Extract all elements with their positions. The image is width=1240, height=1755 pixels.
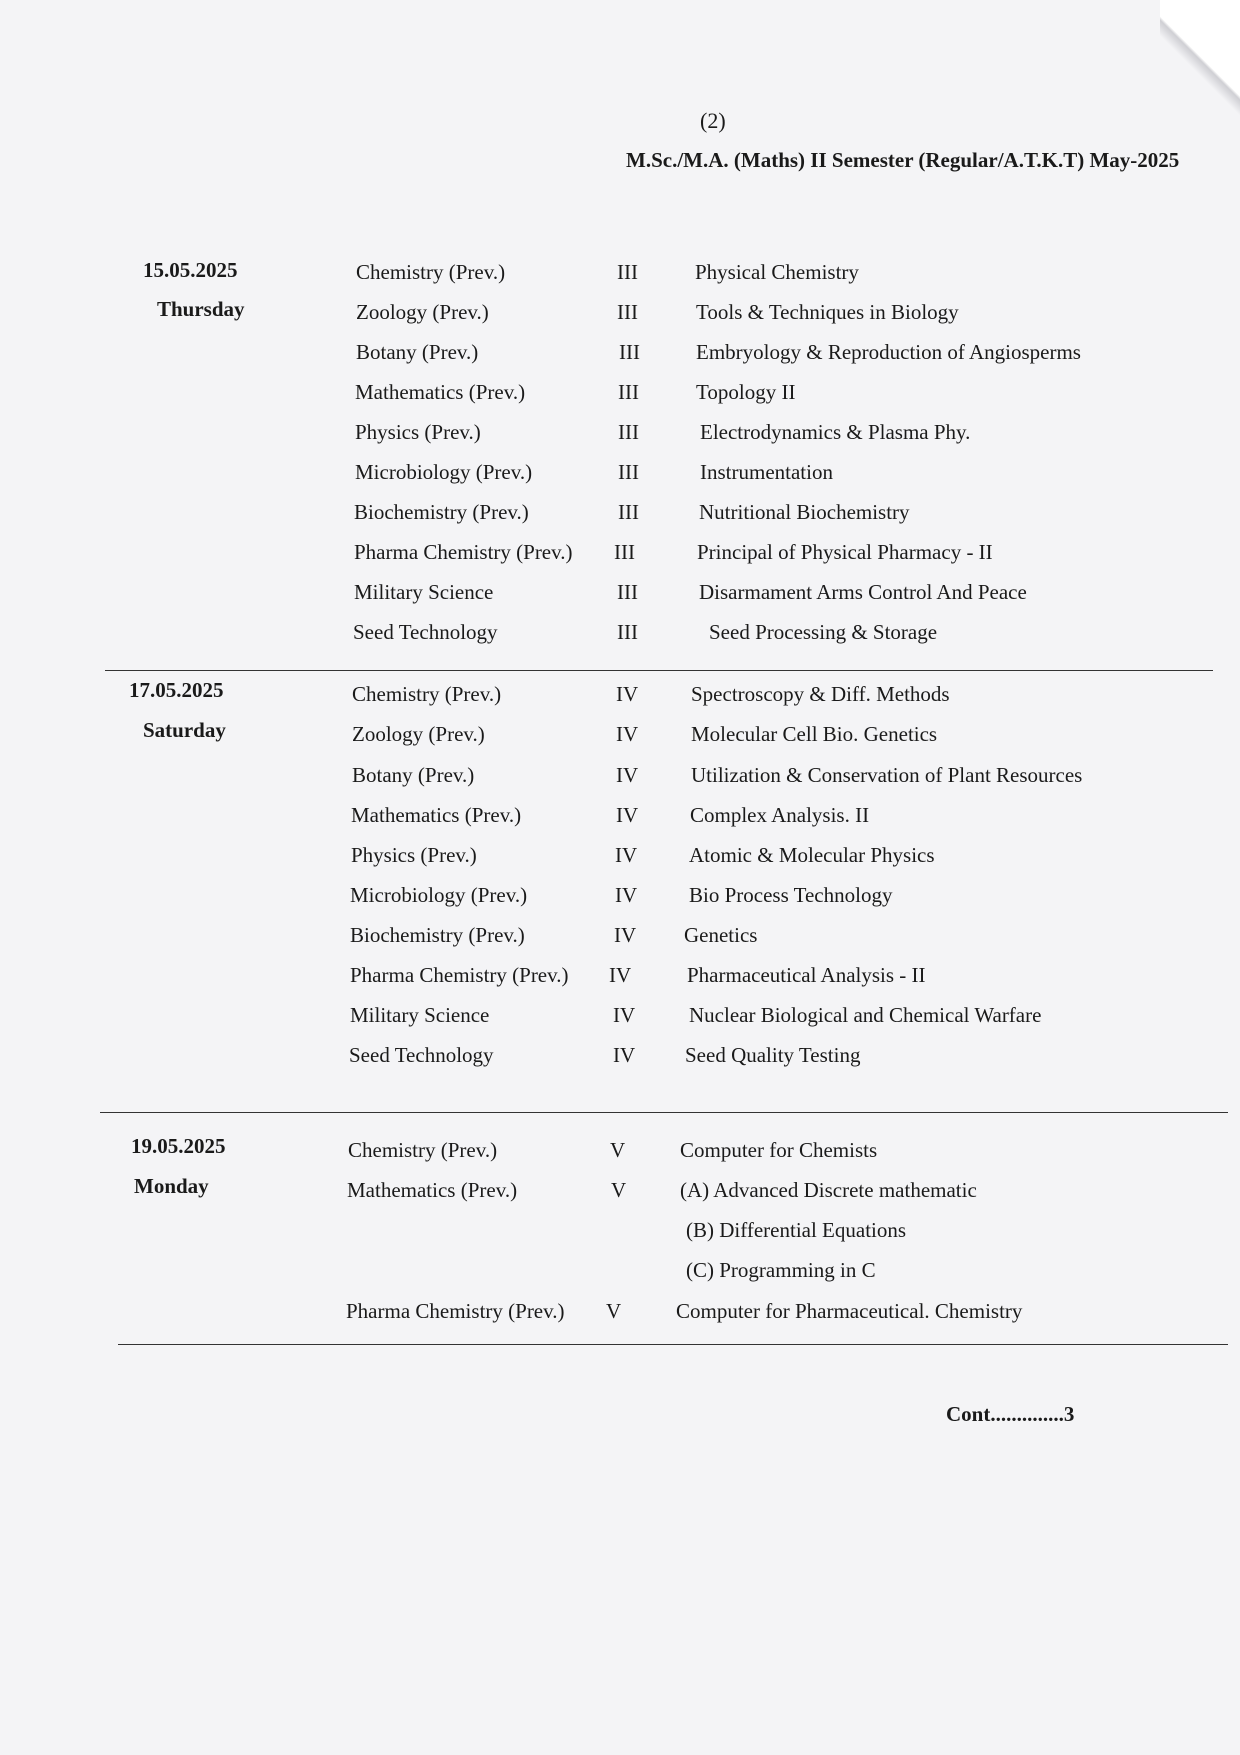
subject: Military Science xyxy=(354,580,494,604)
table-row xyxy=(0,540,1240,576)
exam-day: Saturday xyxy=(143,718,226,742)
table-row xyxy=(0,803,1240,839)
table-row xyxy=(0,1043,1240,1079)
paper-number: III xyxy=(617,620,638,644)
paper-title: (A) Advanced Discrete mathematic xyxy=(680,1178,977,1202)
paper-title: Computer for Pharmaceutical. Chemistry xyxy=(676,1299,1023,1323)
paper-number: V xyxy=(611,1178,627,1202)
paper-number: IV xyxy=(609,963,632,987)
subject: Physics (Prev.) xyxy=(355,420,481,444)
exam-day: Thursday xyxy=(157,297,245,321)
subject: Biochemistry (Prev.) xyxy=(350,923,525,947)
subject: Biochemistry (Prev.) xyxy=(354,500,529,524)
subject: Pharma Chemistry (Prev.) xyxy=(354,540,573,564)
table-row xyxy=(0,340,1240,376)
paper-number: III xyxy=(618,380,639,404)
paper-title: Bio Process Technology xyxy=(689,883,893,907)
subject: Botany (Prev.) xyxy=(356,340,479,364)
exam-date: 15.05.2025 xyxy=(143,258,238,282)
paper-number: IV xyxy=(614,923,637,947)
table-row xyxy=(0,620,1240,656)
paper-number: IV xyxy=(613,1043,636,1067)
exam-date: 17.05.2025 xyxy=(129,678,224,702)
table-row xyxy=(0,1218,1240,1254)
paper-title: Computer for Chemists xyxy=(680,1138,878,1162)
subject: Mathematics (Prev.) xyxy=(347,1178,518,1202)
subject: Seed Technology xyxy=(353,620,498,644)
table-row xyxy=(0,1003,1240,1039)
paper-number: V xyxy=(610,1138,626,1162)
table-row xyxy=(0,580,1240,616)
paper-number: IV xyxy=(615,883,638,907)
paper-title: (B) Differential Equations xyxy=(686,1218,907,1242)
subject: Seed Technology xyxy=(349,1043,494,1067)
paper-title: Physical Chemistry xyxy=(695,260,859,284)
subject: Microbiology (Prev.) xyxy=(350,883,528,907)
paper-number: III xyxy=(618,500,639,524)
subject: Microbiology (Prev.) xyxy=(355,460,533,484)
paper-title: Spectroscopy & Diff. Methods xyxy=(691,682,950,706)
paper-number: III xyxy=(617,580,638,604)
paper-number: III xyxy=(614,540,635,564)
table-row xyxy=(0,923,1240,959)
subject: Botany (Prev.) xyxy=(352,763,475,787)
paper-number: III xyxy=(617,300,638,324)
table-row xyxy=(0,460,1240,496)
paper-title: Instrumentation xyxy=(700,460,833,484)
table-row xyxy=(0,763,1240,799)
paper-number: IV xyxy=(613,1003,636,1027)
folded-corner xyxy=(1160,0,1240,120)
table-row xyxy=(0,500,1240,536)
exam-day: Monday xyxy=(134,1174,209,1198)
paper-title: Disarmament Arms Control And Peace xyxy=(699,580,1027,604)
subject: Pharma Chemistry (Prev.) xyxy=(350,963,569,987)
table-row xyxy=(0,883,1240,919)
subject: Chemistry (Prev.) xyxy=(352,682,502,706)
exam-date: 19.05.2025 xyxy=(131,1134,226,1158)
subject: Zoology (Prev.) xyxy=(352,722,485,746)
paper-title: Seed Processing & Storage xyxy=(709,620,938,644)
paper-title: Utilization & Conservation of Plant Resources xyxy=(691,763,1083,787)
paper-number: III xyxy=(618,420,639,444)
table-row xyxy=(0,260,1240,296)
table-row xyxy=(0,1258,1240,1294)
subject: Mathematics (Prev.) xyxy=(355,380,526,404)
paper-title: Topology II xyxy=(696,380,796,404)
paper-title: Principal of Physical Pharmacy - II xyxy=(697,540,993,564)
paper-number: III xyxy=(618,460,639,484)
subject: Chemistry (Prev.) xyxy=(348,1138,498,1162)
subject: Physics (Prev.) xyxy=(351,843,477,867)
paper-title: (C) Programming in C xyxy=(686,1258,876,1282)
paper-number: IV xyxy=(616,682,639,706)
table-row xyxy=(0,420,1240,456)
table-row xyxy=(0,1299,1240,1335)
table-row xyxy=(0,380,1240,416)
paper-number: III xyxy=(619,340,640,364)
subject: Mathematics (Prev.) xyxy=(351,803,522,827)
paper-title: Atomic & Molecular Physics xyxy=(689,843,935,867)
page-number: (2) xyxy=(700,108,726,133)
paper-title: Nuclear Biological and Chemical Warfare xyxy=(689,1003,1042,1027)
paper-number: V xyxy=(606,1299,622,1323)
paper-title: Electrodynamics & Plasma Phy. xyxy=(700,420,971,444)
section-divider xyxy=(100,1112,1228,1113)
table-row xyxy=(0,1138,1240,1174)
paper-title: Molecular Cell Bio. Genetics xyxy=(691,722,938,746)
table-row xyxy=(0,843,1240,879)
table-row xyxy=(0,722,1240,758)
table-row xyxy=(0,1178,1240,1214)
paper-title: Complex Analysis. II xyxy=(690,803,870,827)
table-row xyxy=(0,682,1240,718)
section-divider xyxy=(118,1344,1228,1345)
paper-number: IV xyxy=(616,803,639,827)
subject: Military Science xyxy=(350,1003,490,1027)
paper-title: Embryology & Reproduction of Angiosperms xyxy=(696,340,1081,364)
section-divider xyxy=(105,670,1213,671)
paper-title: Seed Quality Testing xyxy=(685,1043,861,1067)
table-row xyxy=(0,963,1240,999)
paper-title: Tools & Techniques in Biology xyxy=(696,300,959,324)
table-row xyxy=(0,300,1240,336)
paper-number: IV xyxy=(615,843,638,867)
continuation-note: Cont..............3 xyxy=(946,1402,1075,1426)
exam-title: M.Sc./M.A. (Maths) II Semester (Regular/A.T.K.T) May-2025 xyxy=(626,148,1180,172)
subject: Chemistry (Prev.) xyxy=(356,260,506,284)
paper-title: Genetics xyxy=(684,923,758,947)
paper-number: III xyxy=(617,260,638,284)
paper-title: Nutritional Biochemistry xyxy=(699,500,910,524)
paper-title: Pharmaceutical Analysis - II xyxy=(687,963,926,987)
subject: Pharma Chemistry (Prev.) xyxy=(346,1299,565,1323)
paper-number: IV xyxy=(616,763,639,787)
paper-number: IV xyxy=(616,722,639,746)
subject: Zoology (Prev.) xyxy=(356,300,489,324)
